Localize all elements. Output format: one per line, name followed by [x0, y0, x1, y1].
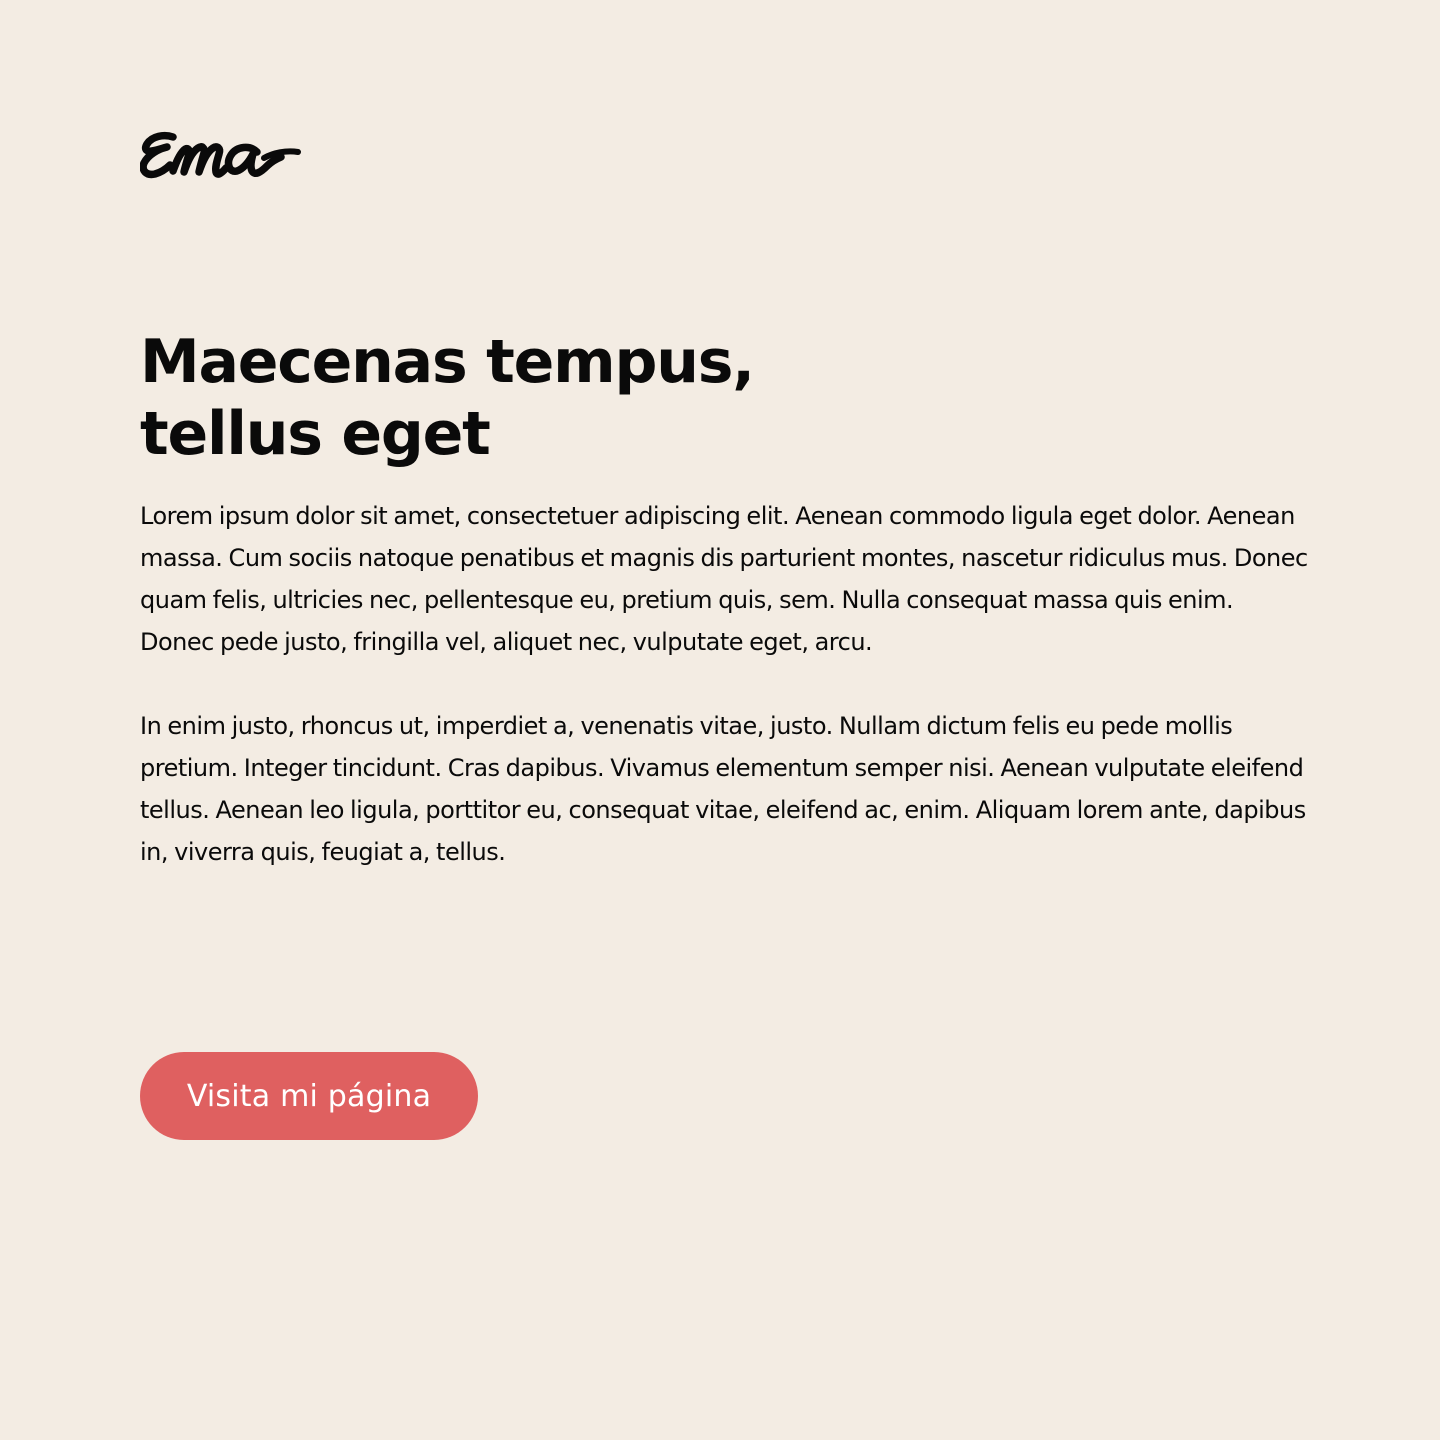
hero-title-line-2: tellus eget [140, 399, 490, 469]
hero-paragraph-2: In enim justo, rhoncus ut, imperdiet a, venenatis vitae, justo. Nullam dictum felis eu pede mollis pretium. Integer tincidunt. Cras dapibus. Vivamus elementum semper nisi. Aenean vulputate eleifend tellus. Aenean leo ligula, porttitor eu, consequat vitae, eleifend ac, enim. Aliquam lorem ante, dapibus in, viverra quis, feugiat a, tellus. [140, 712, 1306, 866]
ema-script-logo-icon [140, 126, 302, 182]
hero-paragraph-1: Lorem ipsum dolor sit amet, consectetuer adipiscing elit. Aenean commodo ligula eget dolor. Aenean massa. Cum sociis natoque penatibus et magnis dis parturient montes, nascetur ridiculus mus. Donec quam felis, ultricies nec, pellentesque eu, pretium quis, sem. Nulla consequat massa quis enim. Donec pede justo, fringilla vel, aliquet nec, vulputate eget, arcu. [140, 502, 1308, 656]
hero-body [140, 495, 1310, 915]
landing-page [140, 0, 1320, 1440]
brand-logo [140, 126, 302, 182]
hero-title [140, 326, 900, 470]
visit-page-button[interactable]: Visita mi página [140, 1052, 478, 1140]
hero-title-line-1: Maecenas tempus, [140, 327, 754, 397]
